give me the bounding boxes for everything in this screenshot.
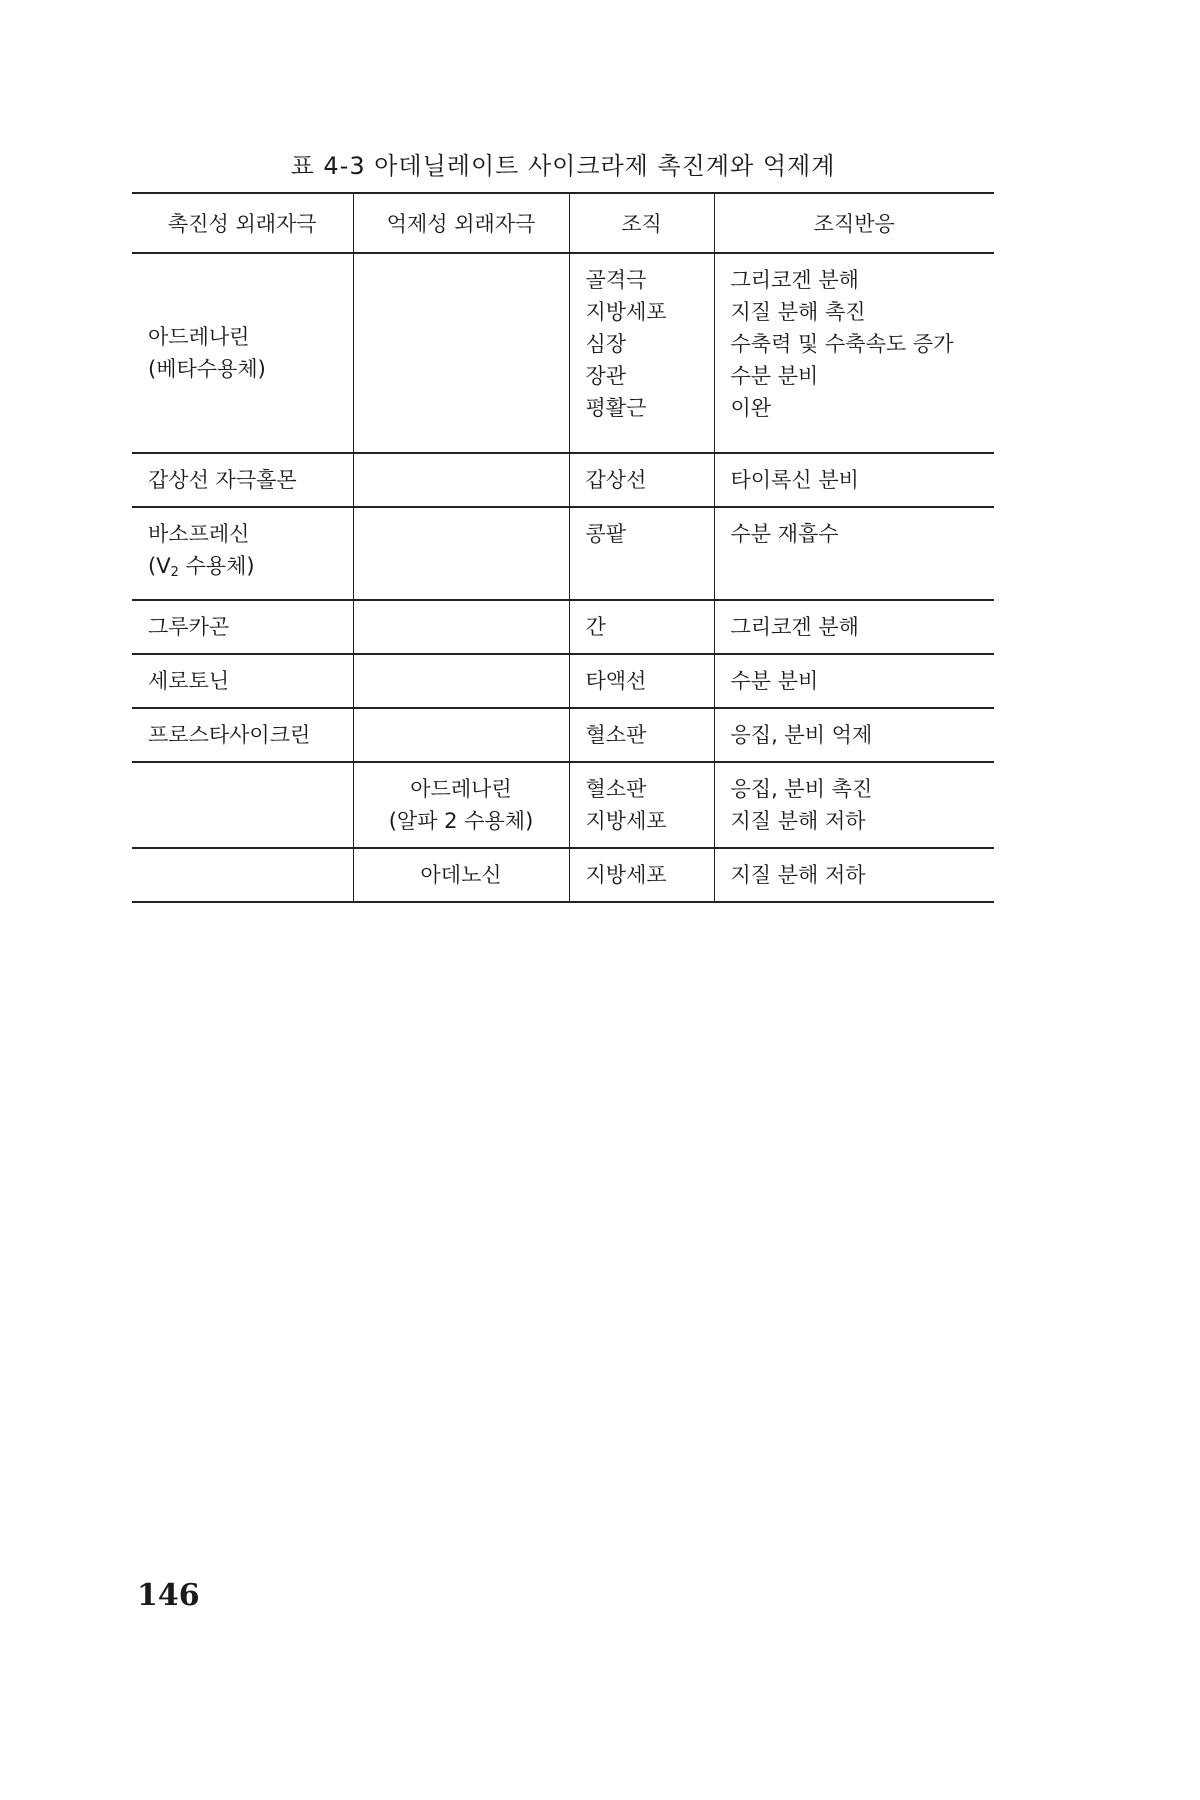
inhibitory-cell — [353, 654, 569, 708]
stimulatory-cell — [132, 507, 353, 600]
receptor-prefix: (V — [148, 554, 171, 578]
tissue-line: 지방세포 — [585, 809, 667, 833]
tissue-cell — [569, 253, 714, 453]
stimulatory-cell: 세로토닌 — [132, 654, 353, 708]
stimulatory-cell: 그루카곤 — [132, 600, 353, 654]
tissue-line: 혈소판 — [585, 777, 647, 801]
adenylate-cyclase-table — [132, 192, 994, 903]
inhibitory-cell — [353, 453, 569, 507]
table-row — [132, 253, 994, 453]
response-cell: 타이록신 분비 — [714, 453, 994, 507]
stimulatory-cell: 갑상선 자극홀몬 — [132, 453, 353, 507]
header-inhibitory: 억제성 외래자극 — [353, 193, 569, 253]
response-line: 지질 분해 저하 — [730, 809, 866, 833]
tissue-cell: 갑상선 — [569, 453, 714, 507]
response-line: 이완 — [730, 396, 772, 420]
stimulatory-line: 바소프레신 — [148, 522, 250, 546]
response-line: 수축력 및 수축속도 증가 — [730, 332, 954, 356]
stimulatory-cell: 프로스타사이크린 — [132, 708, 353, 762]
response-cell: 수분 재흡수 — [714, 507, 994, 600]
tissue-cell: 타액선 — [569, 654, 714, 708]
inhibitory-cell — [353, 708, 569, 762]
inhibitory-cell — [353, 507, 569, 600]
stimulatory-cell — [132, 848, 353, 902]
inhibitory-cell — [353, 253, 569, 453]
table-row — [132, 848, 994, 902]
inhibitory-cell — [353, 600, 569, 654]
response-line: 그리코겐 분해 — [730, 268, 859, 292]
tissue-line: 심장 — [585, 332, 627, 356]
response-cell: 그리코겐 분해 — [714, 600, 994, 654]
header-response: 조직반응 — [714, 193, 994, 253]
tissue-cell — [569, 762, 714, 848]
response-cell: 응집, 분비 억제 — [714, 708, 994, 762]
tissue-cell: 지방세포 — [569, 848, 714, 902]
stimulatory-cell — [132, 762, 353, 848]
stimulatory-cell — [132, 253, 353, 453]
stimulatory-line — [148, 550, 339, 589]
tissue-cell: 간 — [569, 600, 714, 654]
response-line: 수분 분비 — [730, 364, 819, 388]
stimulatory-line: (베타수용체) — [148, 357, 266, 381]
tissue-line: 지방세포 — [585, 300, 667, 324]
inhibitory-line: (알파 2 수용체) — [388, 809, 534, 833]
inhibitory-line: 아드레나린 — [410, 777, 512, 801]
table-title: 표 4-3 아데닐레이트 사이크라제 촉진계와 억제계 — [290, 152, 836, 180]
receptor-suffix: 수용체) — [178, 554, 255, 578]
table-row — [132, 654, 994, 708]
stimulatory-line: 아드레나린 — [148, 325, 250, 349]
tissue-line: 장관 — [585, 364, 627, 388]
tissue-cell: 혈소판 — [569, 708, 714, 762]
inhibitory-cell: 아데노신 — [353, 848, 569, 902]
tissue-line: 평활근 — [585, 396, 647, 420]
response-cell: 지질 분해 저하 — [714, 848, 994, 902]
response-line: 지질 분해 촉진 — [730, 300, 866, 324]
page-number: 146 — [137, 1578, 200, 1613]
header-stimulatory: 촉진성 외래자극 — [132, 193, 353, 253]
header-tissue: 조직 — [569, 193, 714, 253]
table-row — [132, 708, 994, 762]
response-cell — [714, 253, 994, 453]
response-cell — [714, 762, 994, 848]
receptor-subscript: 2 — [170, 565, 179, 580]
table-row — [132, 600, 994, 654]
tissue-line: 골격극 — [585, 268, 647, 292]
tissue-cell: 콩팥 — [569, 507, 714, 600]
response-line: 응집, 분비 촉진 — [730, 777, 873, 801]
inhibitory-cell — [353, 762, 569, 848]
response-cell: 수분 분비 — [714, 654, 994, 708]
table-row — [132, 762, 994, 848]
table-row — [132, 453, 994, 507]
table-row — [132, 507, 994, 600]
table-header-row — [132, 193, 994, 253]
